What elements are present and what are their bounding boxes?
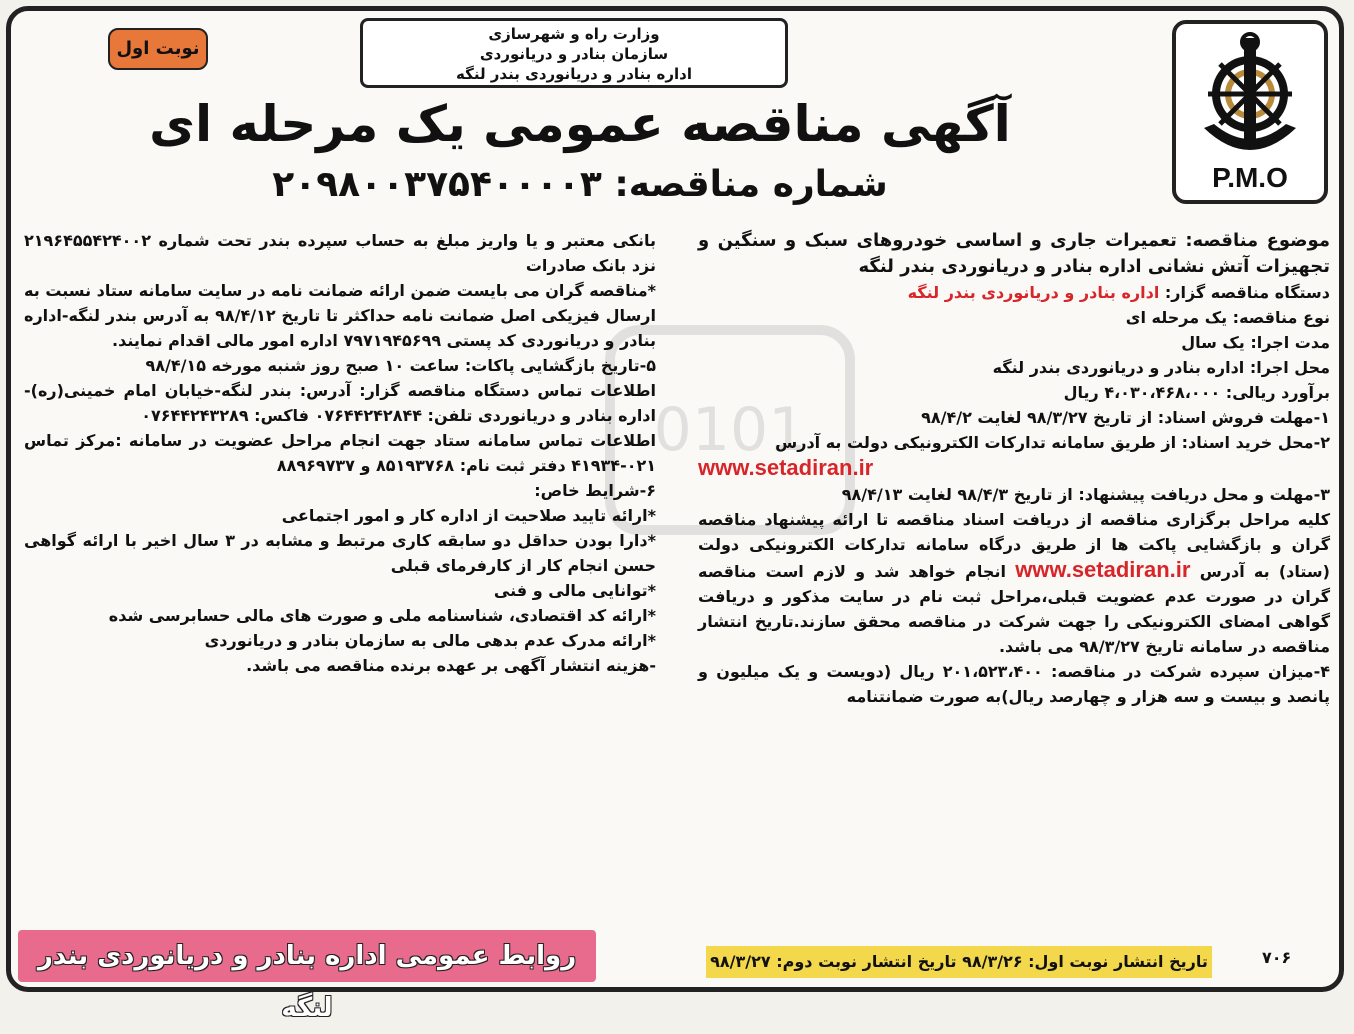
- topic-label: موضوع مناقصه:: [1185, 230, 1330, 251]
- item-3-a: ۳-مهلت و محل دریافت پیشنهاد: از تاریخ ۹۸/۴/۳ لغایت ۹۸/۴/۱۳: [841, 485, 1330, 504]
- condition-item: * ارائه کد اقتصادی، شناسنامه ملی و صورت های مالی حسابرسی شده: [24, 603, 656, 628]
- tender-type: نوع مناقصه: یک مرحله ای: [1125, 308, 1330, 327]
- organization-line: سازمان بنادر و دریانوردی: [479, 45, 669, 63]
- left-column: [24, 228, 656, 678]
- office-line: اداره بنادر و دریانوردی بندر لنگه: [456, 65, 692, 83]
- setadiran-link-2[interactable]: www.setadiran.ir: [1015, 557, 1191, 582]
- publication-dates: تاریخ انتشار نوبت اول: ۹۸/۳/۲۶ تاریخ انتشار نوبت دوم: ۹۸/۳/۲۷: [706, 946, 1212, 978]
- bank-paragraph: بانکی معتبر و یا واریز مبلغ به حساب سپرده بندر تحت شماره ۲۱۹۶۴۵۵۴۲۴۰۰۲ نزد بانک صادرات: [24, 231, 656, 275]
- cost-note: -هزینه انتشار آگهی بر عهده برنده مناقصه می باشد.: [246, 656, 656, 675]
- pmo-logo: [1172, 20, 1328, 204]
- execution-location: محل اجرا: اداره بنادر و دریانوردی بندر لنگه: [992, 358, 1330, 377]
- ad-title: آگهی مناقصه عمومی یک مرحله ای: [149, 95, 1011, 153]
- condition-item: * دارا بودن حداقل دو سابقه کاری مرتبط و مشابه در ۳ سال اخیر با ارائه گواهی حسن انجام کار از کارفرمای قبلی: [24, 528, 656, 578]
- rial-estimate: برآورد ریالی: ۴،۰۳۰،۴۶۸،۰۰۰ ریال: [1063, 383, 1330, 402]
- tender-number: شماره مناقصه: ۲۰۹۸۰۰۳۷۵۴۰۰۰۰۳: [272, 164, 888, 205]
- condition-item: * ارائه تایید صلاحیت از اداره کار و امور اجتماعی: [24, 503, 656, 528]
- right-column: [698, 228, 1330, 709]
- item-3-b: کلیه مراحل برگزاری مناقصه از دریافت اسناد مناقصه تا ارائه پیشنهاد مناقصه گران و بازگشایی پاکت ها از طریق درگاه سامانه تدارکات الکترونیکی دولت (ستاد) به آدرس: [698, 510, 1330, 581]
- setadiran-link[interactable]: www.setadiran.ir: [698, 455, 874, 480]
- round-badge: نوبت اول: [108, 28, 208, 70]
- item-3-c: انجام خواهد شد و لازم است مناقصه گران در صورت عدم عضویت قبلی،مراحل ثبت نام در سایت مذکور و دریافت گواهی امضای الکترونیکی را جهت شرکت در مناقصه محقق سازند.تاریخ انتشار مناقصه در سامانه تاریخ ۹۸/۳/۲۷ می باشد.: [698, 562, 1330, 656]
- topic-text: تعمیرات جاری و اساسی خودروهای سبک و سنگین و تجهیزات آتش نشانی اداره بنادر و دریانوردی بندر لنگه: [698, 230, 1330, 277]
- seta-contact: اطلاعات تماس سامانه ستاد جهت انجام مراحل عضویت در سامانه :مرکز تماس ۰۲۱-۴۱۹۳۴ دفتر ثبت نام: ۸۵۱۹۳۷۶۸ و ۸۸۹۶۹۷۳۷: [24, 431, 656, 475]
- duration: مدت اجرا: یک سال: [1181, 333, 1330, 352]
- ad-code: ۷۰۶: [1262, 948, 1292, 967]
- public-relations-banner: روابط عمومی اداره بنادر و دریانوردی بندر لنگه: [18, 930, 596, 982]
- item-2: ۲-محل خرید اسناد: از طریق سامانه تدارکات الکترونیکی دولت به آدرس: [775, 433, 1330, 452]
- condition-item: * ارائه مدرک عدم بدهی مالی به سازمان بنادر و دریانوردی: [24, 628, 656, 653]
- organizer-label: دستگاه مناقصه گزار:: [1164, 283, 1330, 302]
- anchor-wheel-icon: [1194, 32, 1306, 162]
- contact-info: اطلاعات تماس دستگاه مناقصه گزار: آدرس: بندر لنگه-خیابان امام خمینی(ره)-اداره بنادر و دریانوردی تلفن: ۰۷۶۴۴۲۴۲۸۴۴ فاکس: ۰۷۶۴۴۲۴۳۲۸۹: [24, 381, 656, 425]
- item-4: ۴-میزان سپرده شرکت در مناقصه: ۲۰۱،۵۲۳،۴۰۰ ریال (دویست و یک میلیون و پانصد و بیست و سه هزار و چهارصد ریال)به صورت ضمانتنامه: [698, 662, 1330, 706]
- item-6: ۶-شرایط خاص:: [534, 481, 656, 500]
- item-5: ۵-تاریخ بازگشایی پاکات: ساعت ۱۰ صبح روز شنبه مورخه ۹۸/۴/۱۵: [145, 356, 656, 375]
- guarantee-paragraph: * مناقصه گران می بایست ضمن ارائه ضمانت نامه در سایت سامانه ستاد نسبت به ارسال فیزیکی اصل ضمانت نامه حداکثر تا تاریخ ۹۸/۴/۱۲ به آدرس بندر لنگه-اداره بنادر و دریانوردی کد پستی ۷۹۷۱۹۴۵۶۹۹ اداره امور مالی اقدام نمایند.: [24, 278, 656, 353]
- item-1: ۱-مهلت فروش اسناد: از تاریخ ۹۸/۳/۲۷ لغایت ۹۸/۴/۲: [921, 408, 1330, 427]
- condition-item: * توانایی مالی و فنی: [24, 578, 656, 603]
- organizer-value: اداره بنادر و دریانوردی بندر لنگه: [907, 283, 1160, 302]
- ministry-line: وزارت راه و شهرسازی: [488, 25, 660, 43]
- ministry-header: [360, 18, 788, 88]
- logo-text: P.M.O: [1212, 162, 1288, 193]
